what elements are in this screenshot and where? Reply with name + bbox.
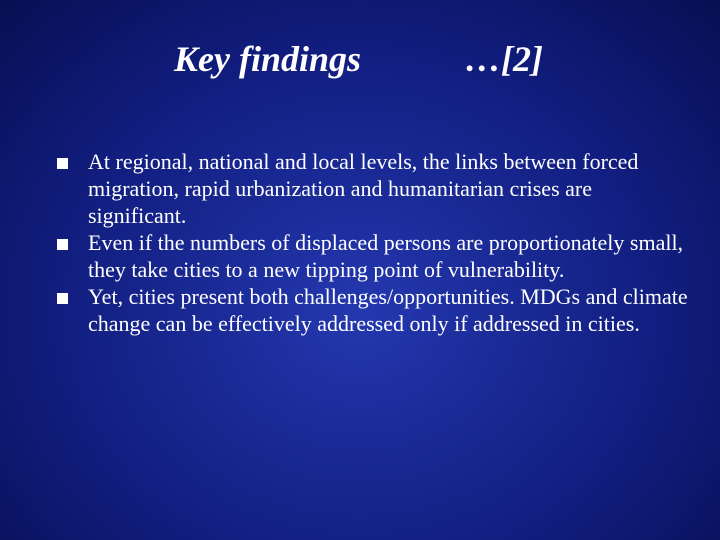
bullet-item — [0, 148, 720, 229]
bullet-text: Yet, cities present both challenges/opportunities. MDGs and climate change can be effectively addressed only if addressed in cities. — [88, 284, 688, 336]
bullet-item — [0, 229, 720, 283]
square-bullet-icon — [57, 293, 68, 304]
slide-title — [0, 34, 720, 84]
title-part-number: …[2] — [465, 39, 543, 79]
square-bullet-icon — [57, 239, 68, 250]
bullet-list — [0, 148, 720, 337]
bullet-text: At regional, national and local levels, the links between forced migration, rapid urbanization and humanitarian crises are significant. — [88, 149, 639, 228]
bullet-item — [0, 283, 720, 337]
bullet-text: Even if the numbers of displaced persons are proportionately small, they take cities to a new tipping point of vulnerability. — [88, 230, 684, 282]
square-bullet-icon — [57, 158, 68, 169]
title-main-text: Key findings — [174, 39, 362, 79]
